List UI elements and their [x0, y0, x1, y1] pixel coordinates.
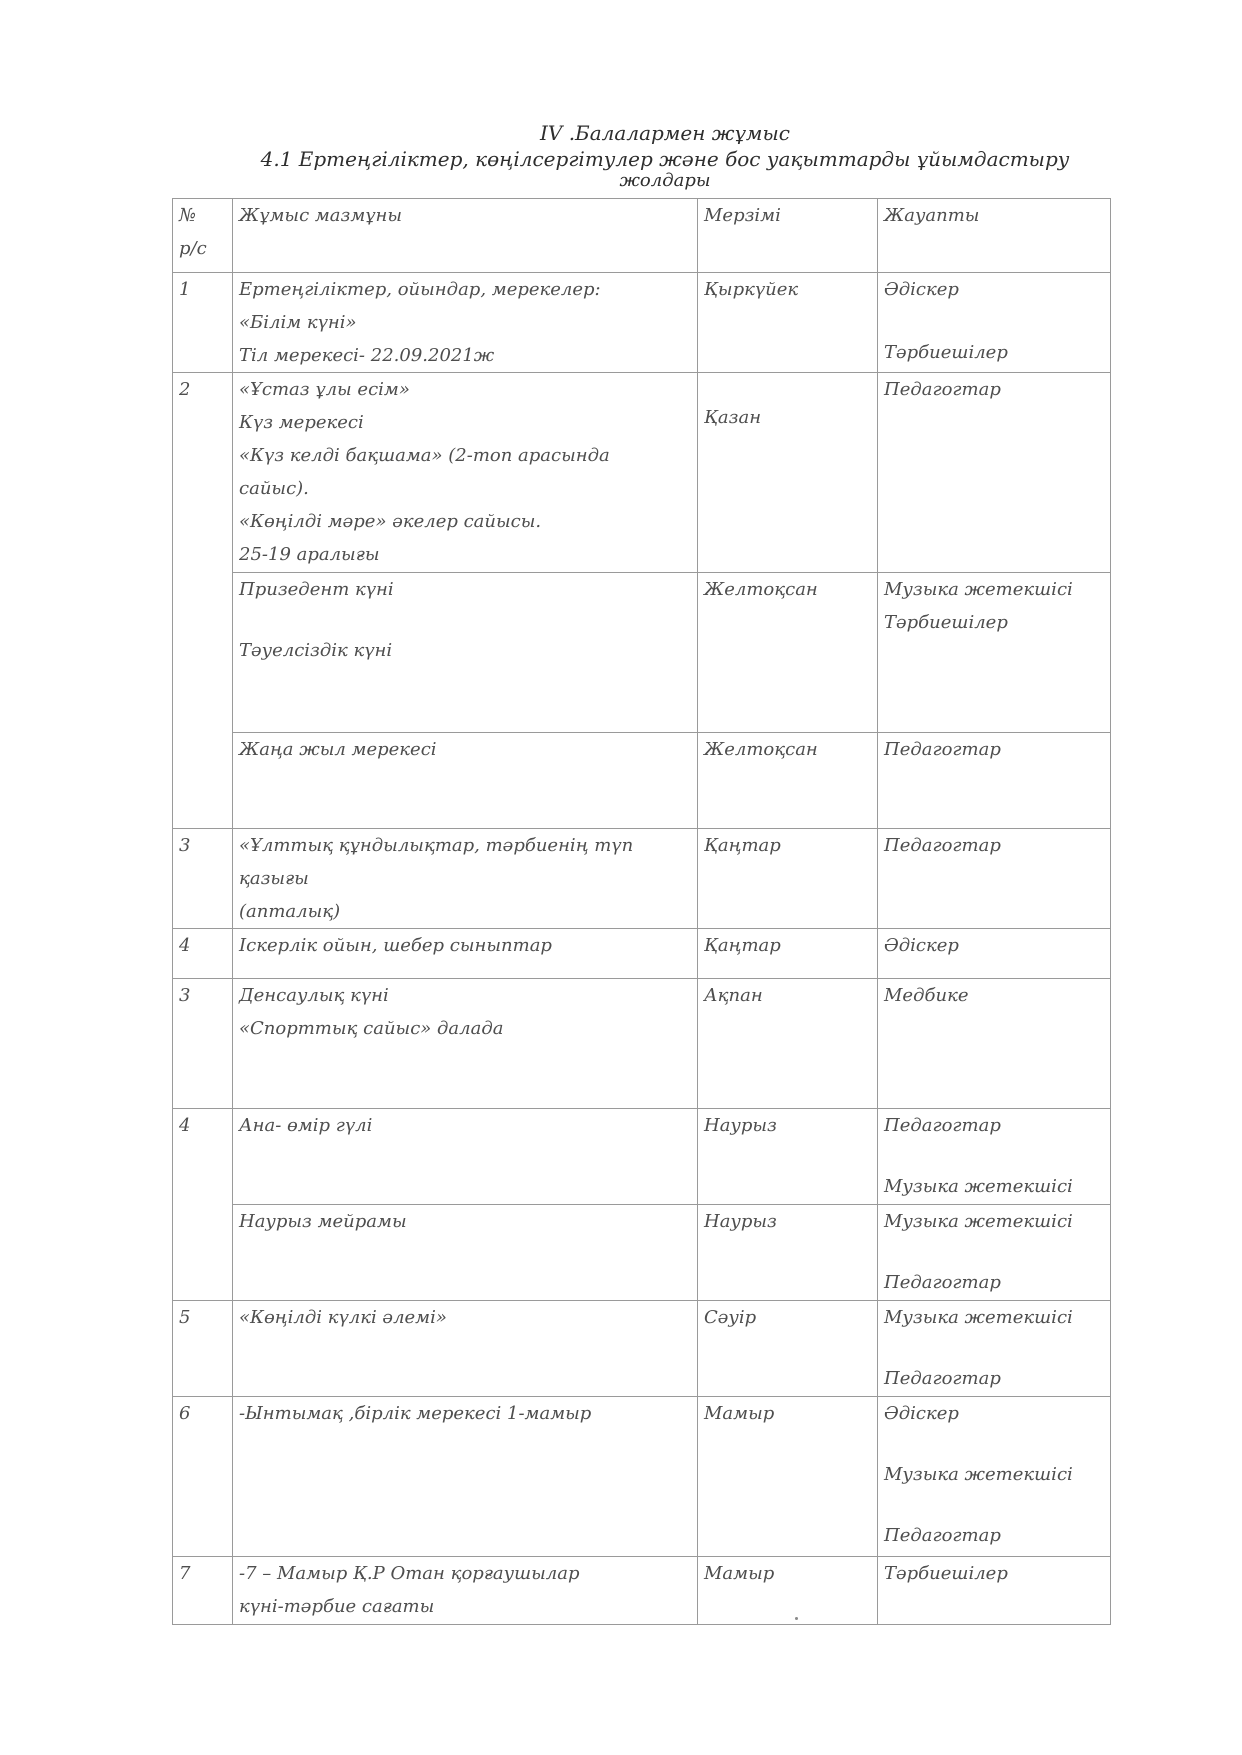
row-period: Қазан [698, 373, 878, 573]
table-row [173, 733, 1111, 829]
row-content: «Ұстаз ұлы есім» Күз мерекесі «Күз келді бақшама» (2-топ арасында сайыс). «Көңілді мәре» әкелер сайысы. 25-19 аралығы [233, 373, 698, 573]
row-responsible: Әдіскер Тәрбиешілер [878, 273, 1111, 373]
section-subtitle: 4.1 Ертеңгіліктер, көңілсергітулер және бос уақыттарды ұйымдастыру [260, 147, 1070, 171]
row-responsible: Медбике [878, 979, 1111, 1109]
row-period: Қаңтар [698, 929, 878, 979]
row-responsible: Педагогтар [878, 829, 1111, 929]
table-row [173, 1557, 1111, 1625]
row-number: 6 [173, 1397, 233, 1557]
row-responsible: Музыка жетекшісі Педагогтар [878, 1301, 1111, 1397]
table-row [173, 979, 1111, 1109]
table-header-row [173, 199, 1111, 273]
row-content: Жаңа жыл мерекесі [233, 733, 698, 829]
scan-speck [795, 1617, 798, 1620]
row-responsible: Музыка жетекшісі Педагогтар [878, 1205, 1111, 1301]
row-responsible: Әдіскер [878, 929, 1111, 979]
row-content: Ана- өмір гүлі [233, 1109, 698, 1205]
row-content: Іскерлік ойын, шебер сыныптар [233, 929, 698, 979]
row-responsible: Педагогтар Музыка жетекшісі [878, 1109, 1111, 1205]
header-period: Мерзімі [698, 199, 878, 273]
table-row [173, 1109, 1111, 1205]
row-content: Наурыз мейрамы [233, 1205, 698, 1301]
table-row [173, 1397, 1111, 1557]
row-number: 5 [173, 1301, 233, 1397]
row-content: Ертеңгіліктер, ойындар, мерекелер: «Білім күні» Тіл мерекесі- 22.09.2021ж [233, 273, 698, 373]
header-number: № р/с [173, 199, 233, 273]
row-responsible: Әдіскер Музыка жетекшісі Педагогтар [878, 1397, 1111, 1557]
row-content: «Көңілді күлкі әлемі» [233, 1301, 698, 1397]
row-number: 4 [173, 1109, 233, 1301]
row-period: Қаңтар [698, 829, 878, 929]
table-row [173, 573, 1111, 733]
events-plan-table [172, 198, 1111, 1625]
header-content: Жұмыс мазмұны [233, 199, 698, 273]
row-period: Мамыр [698, 1557, 878, 1625]
row-number: 1 [173, 273, 233, 373]
table-row [173, 273, 1111, 373]
row-number: 2 [173, 373, 233, 829]
row-period: Желтоқсан [698, 573, 878, 733]
row-period: Ақпан [698, 979, 878, 1109]
row-responsible: Музыка жетекшісі Тәрбиешілер [878, 573, 1111, 733]
row-content: «Ұлттық құндылықтар, тәрбиенің түп қазығы (апталық) [233, 829, 698, 929]
row-number: 3 [173, 979, 233, 1109]
table-row [173, 1205, 1111, 1301]
row-period: Қыркүйек [698, 273, 878, 373]
row-content: Денсаулық күні «Спорттық сайыс» далада [233, 979, 698, 1109]
page-heading [230, 120, 1100, 190]
table-row [173, 829, 1111, 929]
table-row [173, 929, 1111, 979]
row-number: 3 [173, 829, 233, 929]
row-responsible: Педагогтар [878, 733, 1111, 829]
table-row [173, 1301, 1111, 1397]
section-title: IV .Балалармен жұмыс [540, 121, 790, 145]
row-period: Сәуір [698, 1301, 878, 1397]
row-period: Наурыз [698, 1109, 878, 1205]
row-content: Призедент күні Тәуелсіздік күні [233, 573, 698, 733]
row-responsible: Тәрбиешілер [878, 1557, 1111, 1625]
row-period: Мамыр [698, 1397, 878, 1557]
row-number: 4 [173, 929, 233, 979]
row-period: Наурыз [698, 1205, 878, 1301]
row-responsible: Педагогтар [878, 373, 1111, 573]
row-content: -7 – Мамыр Қ.Р Отан қорғаушылар күні-тәрбие сағаты [233, 1557, 698, 1625]
section-subtitle-continued: жолдары [619, 170, 711, 191]
row-content: -Ынтымақ ,бірлік мерекесі 1-мамыр [233, 1397, 698, 1557]
row-number: 7 [173, 1557, 233, 1625]
header-responsible: Жауапты [878, 199, 1111, 273]
row-period: Желтоқсан [698, 733, 878, 829]
table-row [173, 373, 1111, 573]
